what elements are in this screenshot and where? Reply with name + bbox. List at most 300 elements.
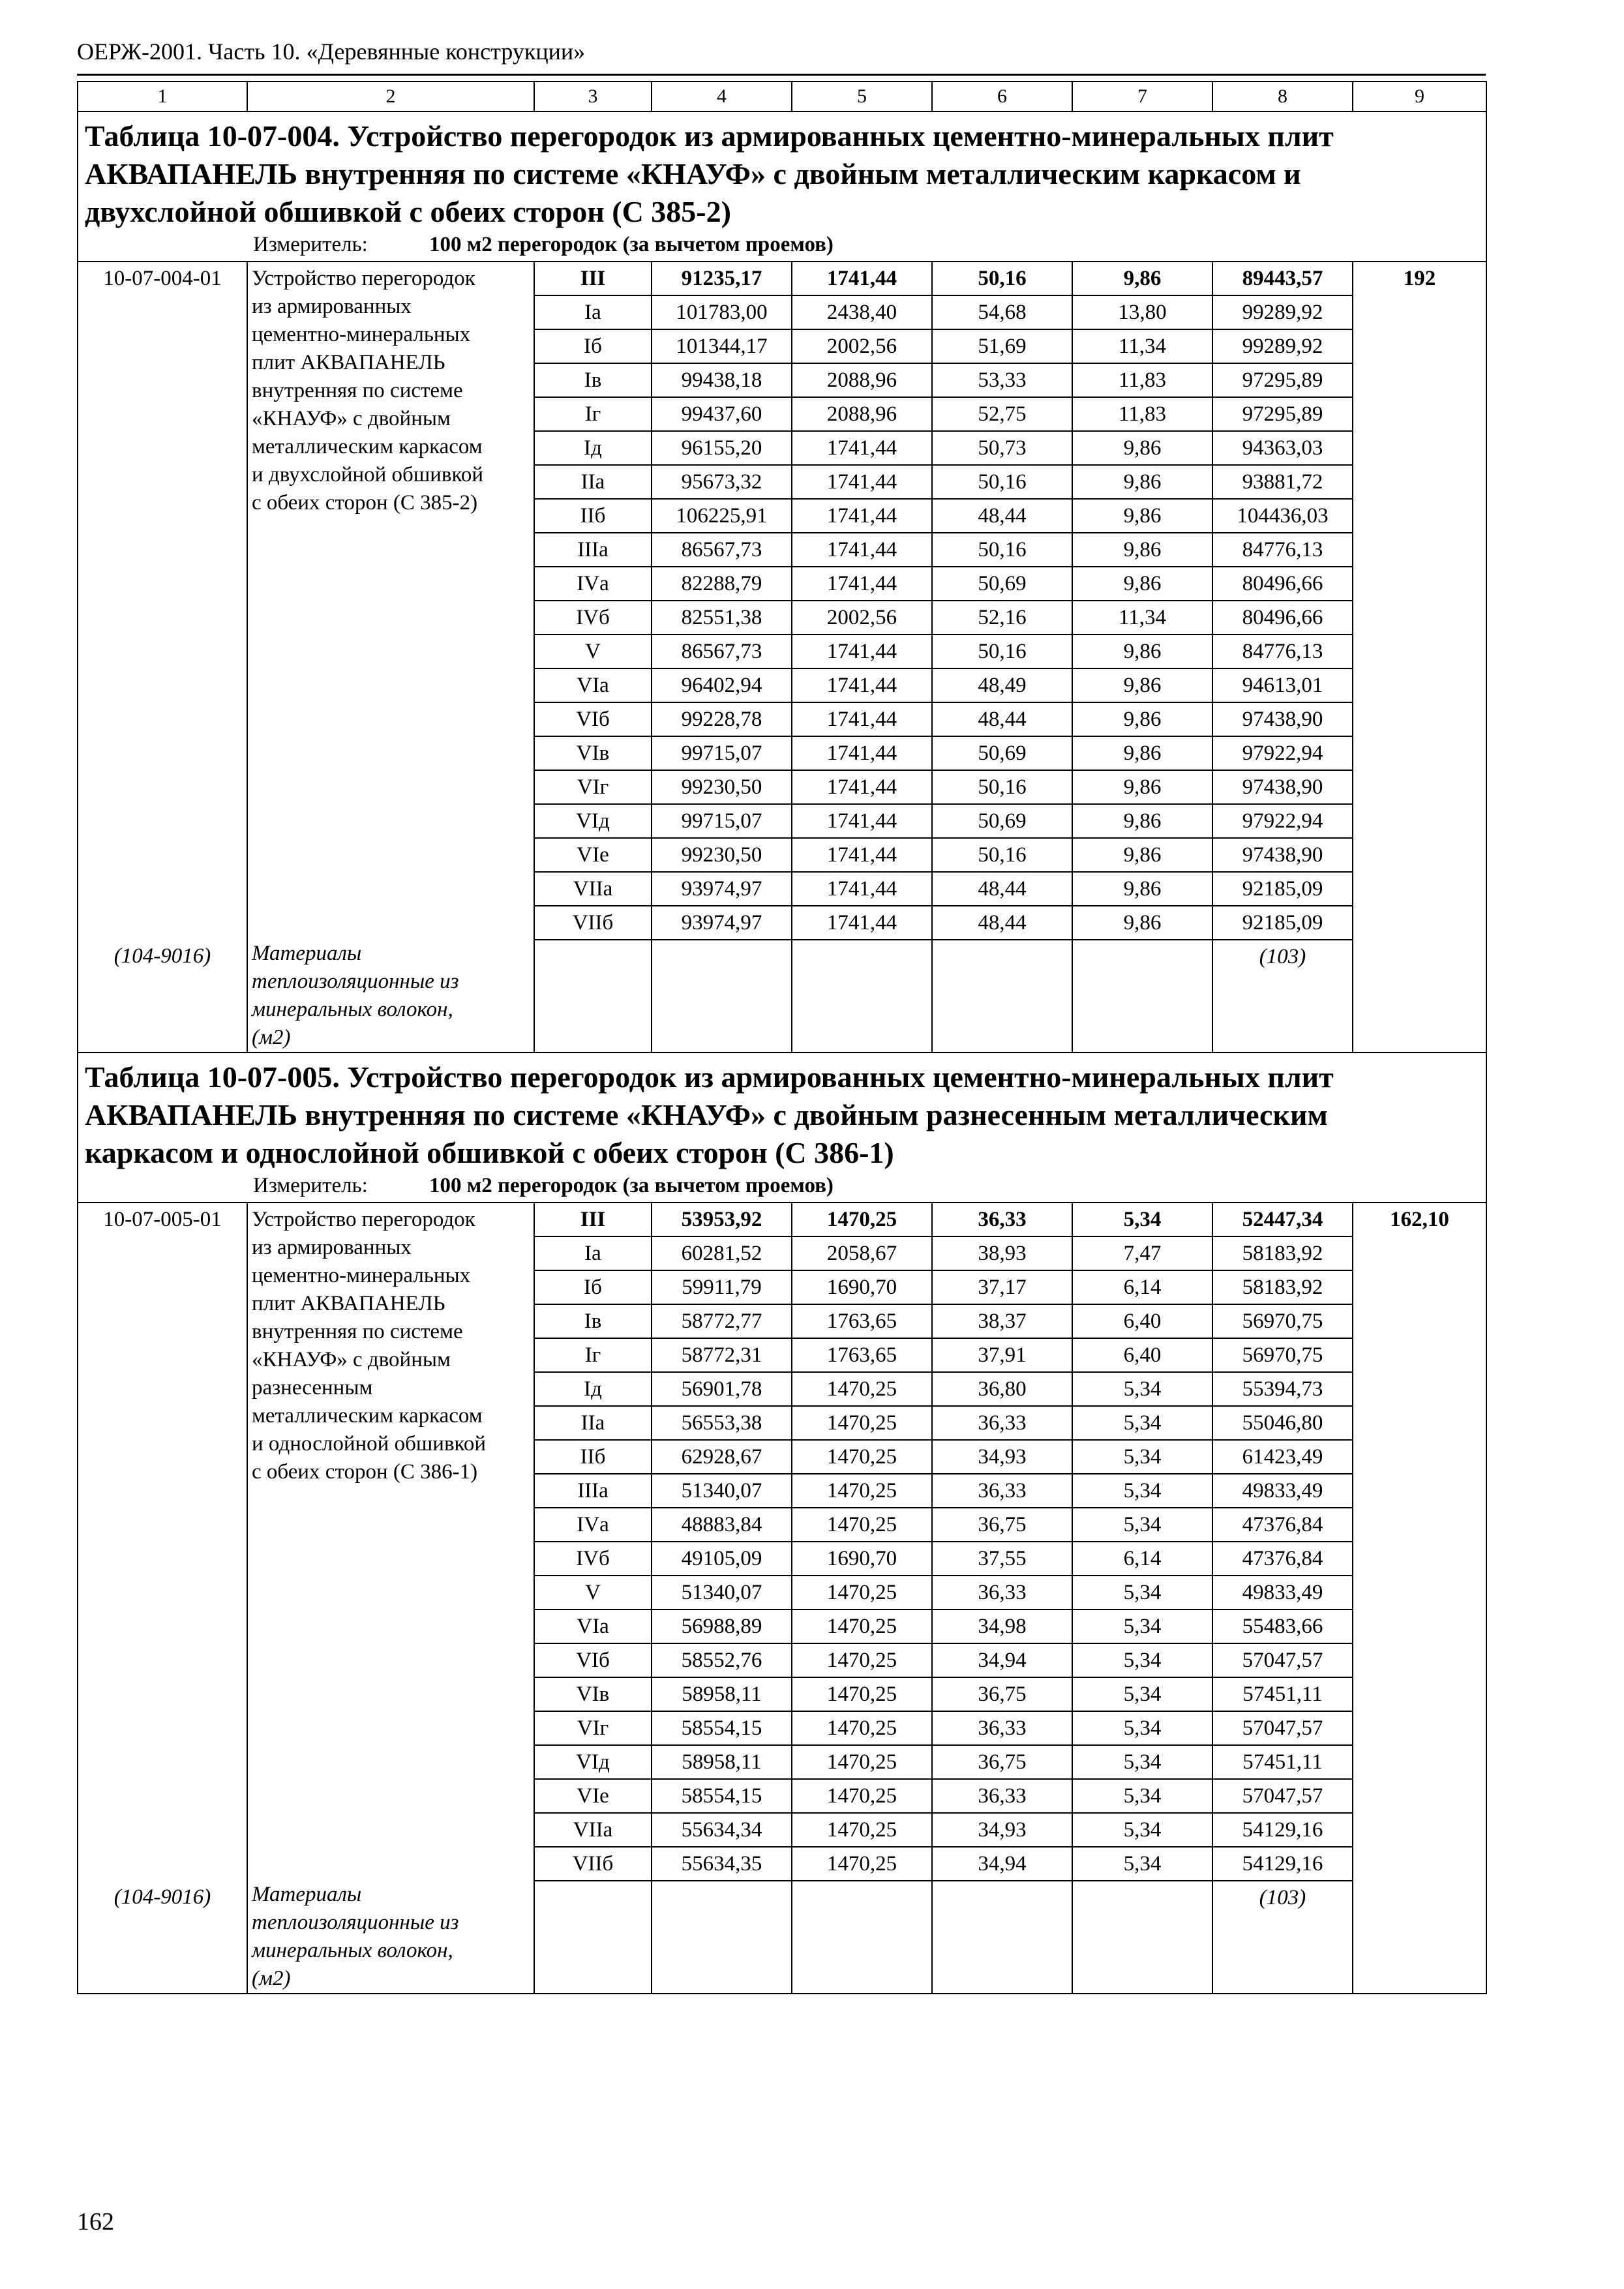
value-cell: 55046,80 [1212, 1406, 1353, 1440]
value-cell: 59911,79 [652, 1270, 792, 1304]
description-line: плит АКВАПАНЕЛЬ [252, 1292, 445, 1315]
empty-cell [932, 1881, 1072, 1994]
value-cell: 53,33 [932, 363, 1072, 397]
value-cell: 1741,44 [792, 872, 932, 906]
zone-cell: Iг [534, 1338, 652, 1372]
norms-table [77, 81, 1487, 1994]
table-title-line: Таблица 10-07-004. Устройство перегородок из армированных цементно-минеральных плит [85, 119, 1334, 153]
description-line: из армированных [252, 295, 412, 318]
material-line: минеральных волокон, [252, 1939, 453, 1962]
value-cell: 2088,96 [792, 363, 932, 397]
value-cell: 51340,07 [652, 1576, 792, 1609]
value-cell: 1470,25 [792, 1643, 932, 1677]
value-cell: 2002,56 [792, 601, 932, 635]
value-cell: 37,91 [932, 1338, 1072, 1372]
value-cell: 99289,92 [1212, 295, 1353, 329]
value-cell: 9,86 [1072, 736, 1212, 770]
value-cell: 58554,15 [652, 1779, 792, 1813]
zone-cell: IIа [534, 1406, 652, 1440]
value-cell: 84776,13 [1212, 533, 1353, 567]
zone-cell: IVа [534, 567, 652, 601]
value-cell: 97295,89 [1212, 397, 1353, 431]
zone-cell: VIд [534, 804, 652, 838]
material-row [78, 940, 1486, 1053]
value-cell: 99230,50 [652, 838, 792, 872]
material-code: (104-9016) [78, 1881, 247, 1994]
material-line: минеральных волокон, [252, 998, 453, 1021]
measure-label: Измеритель: [253, 1174, 368, 1197]
zone-cell: VIб [534, 1643, 652, 1677]
value-cell: 5,34 [1072, 1847, 1212, 1881]
empty-cell [1353, 1881, 1486, 1994]
value-cell: 1741,44 [792, 838, 932, 872]
value-cell: 48,49 [932, 668, 1072, 702]
empty-cell [792, 1881, 932, 1994]
value-cell: 1470,25 [792, 1372, 932, 1406]
value-cell: 48,44 [932, 906, 1072, 940]
table-row [78, 262, 1486, 295]
value-cell: 1763,65 [792, 1304, 932, 1338]
value-cell: 9,86 [1072, 872, 1212, 906]
value-cell: 2002,56 [792, 329, 932, 363]
value-cell: 5,34 [1072, 1440, 1212, 1474]
value-cell: 56553,38 [652, 1406, 792, 1440]
value-cell: 9,86 [1072, 838, 1212, 872]
value-cell: 1690,70 [792, 1542, 932, 1576]
table-title-line: АКВАПАНЕЛЬ внутренняя по системе «КНАУФ» с двойным металлическим каркасом и [85, 157, 1301, 190]
zone-cell: IVа [534, 1508, 652, 1542]
value-cell: 49105,09 [652, 1542, 792, 1576]
value-cell: 9,86 [1072, 465, 1212, 499]
value-cell: 36,33 [932, 1779, 1072, 1813]
value-cell: 52,16 [932, 601, 1072, 635]
zone-cell: IIб [534, 499, 652, 533]
rate-description [247, 262, 534, 940]
value-cell: 9,86 [1072, 668, 1212, 702]
value-cell: 9,86 [1072, 567, 1212, 601]
description-line: из армированных [252, 1236, 412, 1259]
value-cell: 86567,73 [652, 533, 792, 567]
value-cell: 58958,11 [652, 1745, 792, 1779]
value-cell: 1470,25 [792, 1203, 932, 1236]
zone-cell: VIIб [534, 906, 652, 940]
value-cell: 97438,90 [1212, 838, 1353, 872]
value-cell: 9,86 [1072, 702, 1212, 736]
value-cell: 5,34 [1072, 1745, 1212, 1779]
description-line: внутренняя по системе [252, 379, 463, 402]
value-cell: 34,93 [932, 1440, 1072, 1474]
value-cell: 93974,97 [652, 872, 792, 906]
value-cell: 57047,57 [1212, 1779, 1353, 1813]
material-line: Материалы [252, 1883, 362, 1906]
value-cell: 50,16 [932, 635, 1072, 668]
empty-cell [1072, 940, 1212, 1053]
description-line: цементно-минеральных [252, 323, 471, 346]
measure-label: Измеритель: [253, 233, 368, 256]
value-cell: 9,86 [1072, 635, 1212, 668]
table-title-row [78, 112, 1486, 262]
zone-cell: VIIа [534, 1813, 652, 1847]
value-cell: 61423,49 [1212, 1440, 1353, 1474]
value-cell: 5,34 [1072, 1677, 1212, 1711]
zone-cell: VIе [534, 838, 652, 872]
header-rule [77, 74, 1486, 76]
value-cell: 6,40 [1072, 1338, 1212, 1372]
value-cell: 1741,44 [792, 770, 932, 804]
value-cell: 1470,25 [792, 1745, 932, 1779]
zone-cell: V [534, 635, 652, 668]
value-cell: 55483,66 [1212, 1609, 1353, 1643]
value-cell: 1470,25 [792, 1677, 932, 1711]
measure-line [85, 231, 1479, 258]
value-cell: 5,34 [1072, 1203, 1212, 1236]
value-cell: 52447,34 [1212, 1203, 1353, 1236]
zone-cell: Iб [534, 329, 652, 363]
zone-cell: VIIб [534, 1847, 652, 1881]
material-value: (103) [1212, 1881, 1353, 1994]
value-cell: 36,75 [932, 1745, 1072, 1779]
empty-cell [534, 940, 652, 1053]
value-cell: 37,17 [932, 1270, 1072, 1304]
value-cell: 6,14 [1072, 1270, 1212, 1304]
value-cell: 5,34 [1072, 1779, 1212, 1813]
value-cell: 54129,16 [1212, 1847, 1353, 1881]
empty-cell [652, 1881, 792, 1994]
value-cell: 9,86 [1072, 499, 1212, 533]
description-line: внутренняя по системе [252, 1320, 463, 1343]
value-cell: 36,33 [932, 1203, 1072, 1236]
value-cell: 60281,52 [652, 1236, 792, 1270]
zone-cell: Iв [534, 1304, 652, 1338]
value-cell: 48883,84 [652, 1508, 792, 1542]
value-cell: 5,34 [1072, 1474, 1212, 1508]
value-cell: 36,33 [932, 1711, 1072, 1745]
value-cell: 50,69 [932, 567, 1072, 601]
description-line: металлическим каркасом [252, 1404, 483, 1428]
table-body [78, 82, 1486, 1994]
value-cell: 54129,16 [1212, 1813, 1353, 1847]
value-cell: 99438,18 [652, 363, 792, 397]
column-number: 6 [932, 82, 1072, 112]
value-cell: 7,47 [1072, 1236, 1212, 1270]
description-line: с обеих сторон (С 386-1) [252, 1460, 478, 1484]
value-cell: 1741,44 [792, 906, 932, 940]
value-cell: 57047,57 [1212, 1711, 1353, 1745]
value-cell: 6,40 [1072, 1304, 1212, 1338]
value-cell: 5,34 [1072, 1643, 1212, 1677]
value-cell: 101783,00 [652, 295, 792, 329]
value-cell: 5,34 [1072, 1508, 1212, 1542]
value-cell: 36,33 [932, 1576, 1072, 1609]
column-number: 7 [1072, 82, 1212, 112]
value-cell: 56988,89 [652, 1609, 792, 1643]
value-cell: 1470,25 [792, 1440, 932, 1474]
value-cell: 58183,92 [1212, 1236, 1353, 1270]
value-cell: 49833,49 [1212, 1576, 1353, 1609]
value-cell: 11,83 [1072, 397, 1212, 431]
value-cell: 54,68 [932, 295, 1072, 329]
value-cell: 48,44 [932, 499, 1072, 533]
value-cell: 99230,50 [652, 770, 792, 804]
page-number: 162 [77, 2208, 114, 2236]
zone-cell: VIIа [534, 872, 652, 906]
value-cell: 2088,96 [792, 397, 932, 431]
value-cell: 99715,07 [652, 736, 792, 770]
table-row [78, 1203, 1486, 1236]
empty-cell [652, 940, 792, 1053]
value-cell: 34,93 [932, 1813, 1072, 1847]
material-line: (м2) [252, 1967, 291, 1990]
value-cell: 1470,25 [792, 1847, 932, 1881]
value-cell: 89443,57 [1212, 262, 1353, 295]
value-cell: 38,37 [932, 1304, 1072, 1338]
value-cell: 34,94 [932, 1643, 1072, 1677]
value-cell: 104436,03 [1212, 499, 1353, 533]
zone-cell: Iа [534, 295, 652, 329]
value-cell: 48,44 [932, 872, 1072, 906]
value-cell: 62928,67 [652, 1440, 792, 1474]
table-title-line: двухслойной обшивкой с обеих сторон (С 385-2) [85, 195, 731, 228]
value-cell: 38,93 [932, 1236, 1072, 1270]
description-line: с обеих сторон (С 385-2) [252, 491, 478, 515]
value-cell: 92185,09 [1212, 872, 1353, 906]
value-cell: 5,34 [1072, 1711, 1212, 1745]
material-value: (103) [1212, 940, 1353, 1053]
zone-cell: III [534, 262, 652, 295]
value-cell: 13,80 [1072, 295, 1212, 329]
value-cell: 11,34 [1072, 329, 1212, 363]
value-cell: 97438,90 [1212, 770, 1353, 804]
value-cell: 97922,94 [1212, 804, 1353, 838]
description-line: и двухслойной обшивкой [252, 463, 484, 486]
value-cell: 58772,31 [652, 1338, 792, 1372]
zone-cell: III [534, 1203, 652, 1236]
table-title-row [78, 1053, 1486, 1203]
value-cell: 9,86 [1072, 262, 1212, 295]
empty-cell [1353, 940, 1486, 1053]
value-cell: 5,34 [1072, 1576, 1212, 1609]
value-cell: 50,16 [932, 262, 1072, 295]
zone-cell: IIIа [534, 1474, 652, 1508]
zone-cell: VIг [534, 1711, 652, 1745]
table-title-line: каркасом и однослойной обшивкой с обеих сторон (С 386-1) [85, 1136, 894, 1169]
value-cell: 55634,34 [652, 1813, 792, 1847]
zone-cell: VIв [534, 1677, 652, 1711]
value-cell: 1763,65 [792, 1338, 932, 1372]
column-number: 5 [792, 82, 932, 112]
value-cell: 47376,84 [1212, 1542, 1353, 1576]
value-cell: 5,34 [1072, 1406, 1212, 1440]
value-cell: 58183,92 [1212, 1270, 1353, 1304]
zone-cell: Iг [534, 397, 652, 431]
description-line: «КНАУФ» с двойным [252, 1348, 451, 1371]
zone-cell: IIIа [534, 533, 652, 567]
value-cell: 1470,25 [792, 1576, 932, 1609]
value-cell: 48,44 [932, 702, 1072, 736]
value-cell: 58772,77 [652, 1304, 792, 1338]
material-line: теплоизоляционные из [252, 970, 459, 993]
value-cell: 1741,44 [792, 736, 932, 770]
value-cell: 36,80 [932, 1372, 1072, 1406]
column-number: 8 [1212, 82, 1353, 112]
description-line: металлическим каркасом [252, 435, 483, 458]
col9-value: 192 [1353, 262, 1486, 940]
value-cell: 57451,11 [1212, 1745, 1353, 1779]
zone-cell: Iд [534, 1372, 652, 1406]
material-line: теплоизоляционные из [252, 1911, 459, 1934]
value-cell: 1470,25 [792, 1406, 932, 1440]
value-cell: 11,34 [1072, 601, 1212, 635]
value-cell: 99715,07 [652, 804, 792, 838]
column-number: 4 [652, 82, 792, 112]
value-cell: 56970,75 [1212, 1304, 1353, 1338]
value-cell: 1470,25 [792, 1474, 932, 1508]
value-cell: 80496,66 [1212, 567, 1353, 601]
zone-cell: VIа [534, 1609, 652, 1643]
value-cell: 34,94 [932, 1847, 1072, 1881]
value-cell: 56901,78 [652, 1372, 792, 1406]
value-cell: 58554,15 [652, 1711, 792, 1745]
value-cell: 1470,25 [792, 1508, 932, 1542]
value-cell: 1741,44 [792, 431, 932, 465]
value-cell: 97922,94 [1212, 736, 1353, 770]
value-cell: 1741,44 [792, 567, 932, 601]
value-cell: 11,83 [1072, 363, 1212, 397]
value-cell: 47376,84 [1212, 1508, 1353, 1542]
value-cell: 50,16 [932, 533, 1072, 567]
value-cell: 1741,44 [792, 804, 932, 838]
material-name [247, 940, 534, 1053]
table-title [78, 1053, 1486, 1203]
value-cell: 1741,44 [792, 533, 932, 567]
value-cell: 34,98 [932, 1609, 1072, 1643]
value-cell: 50,16 [932, 465, 1072, 499]
value-cell: 101344,17 [652, 329, 792, 363]
value-cell: 5,34 [1072, 1609, 1212, 1643]
value-cell: 1690,70 [792, 1270, 932, 1304]
zone-cell: VIд [534, 1745, 652, 1779]
value-cell: 96402,94 [652, 668, 792, 702]
empty-cell [792, 940, 932, 1053]
zone-cell: Iб [534, 1270, 652, 1304]
zone-cell: IIб [534, 1440, 652, 1474]
table-title-line: Таблица 10-07-005. Устройство перегородок из армированных цементно-минеральных плит [85, 1060, 1334, 1094]
value-cell: 91235,17 [652, 262, 792, 295]
value-cell: 99289,92 [1212, 329, 1353, 363]
value-cell: 9,86 [1072, 770, 1212, 804]
value-cell: 5,34 [1072, 1372, 1212, 1406]
value-cell: 1470,25 [792, 1779, 932, 1813]
value-cell: 97295,89 [1212, 363, 1353, 397]
value-cell: 50,16 [932, 770, 1072, 804]
value-cell: 93881,72 [1212, 465, 1353, 499]
zone-cell: IVб [534, 1542, 652, 1576]
description-line: разнесенным [252, 1376, 373, 1399]
value-cell: 50,69 [932, 736, 1072, 770]
zone-cell: V [534, 1576, 652, 1609]
measure-value: 100 м2 перегородок (за вычетом проемов) [429, 233, 834, 256]
description-line: Устройство перегородок [252, 1208, 475, 1231]
zone-cell: VIа [534, 668, 652, 702]
column-number: 1 [78, 82, 247, 112]
table-title-line: АКВАПАНЕЛЬ внутренняя по системе «КНАУФ» с двойным разнесенным металлическим [85, 1098, 1328, 1131]
value-cell: 36,33 [932, 1474, 1072, 1508]
material-row [78, 1881, 1486, 1994]
zone-cell: Iв [534, 363, 652, 397]
zone-cell: Iд [534, 431, 652, 465]
value-cell: 2438,40 [792, 295, 932, 329]
description-line: «КНАУФ» с двойным [252, 407, 451, 430]
material-line: Материалы [252, 942, 362, 965]
value-cell: 1741,44 [792, 499, 932, 533]
value-cell: 57451,11 [1212, 1677, 1353, 1711]
value-cell: 50,16 [932, 838, 1072, 872]
value-cell: 94613,01 [1212, 668, 1353, 702]
measure-line [85, 1172, 1479, 1199]
value-cell: 50,73 [932, 431, 1072, 465]
zone-cell: VIб [534, 702, 652, 736]
zone-cell: Iа [534, 1236, 652, 1270]
value-cell: 1741,44 [792, 262, 932, 295]
value-cell: 52,75 [932, 397, 1072, 431]
value-cell: 99437,60 [652, 397, 792, 431]
value-cell: 92185,09 [1212, 906, 1353, 940]
material-name [247, 1881, 534, 1994]
value-cell: 57047,57 [1212, 1643, 1353, 1677]
value-cell: 93974,97 [652, 906, 792, 940]
description-line: Устройство перегородок [252, 267, 475, 290]
column-number: 9 [1353, 82, 1486, 112]
description-line: цементно-минеральных [252, 1264, 471, 1287]
value-cell: 9,86 [1072, 804, 1212, 838]
zone-cell: VIе [534, 1779, 652, 1813]
empty-cell [932, 940, 1072, 1053]
value-cell: 36,75 [932, 1677, 1072, 1711]
value-cell: 53953,92 [652, 1203, 792, 1236]
page-header: ОЕРЖ-2001. Часть 10. «Деревянные конструкции» [77, 38, 586, 65]
material-code: (104-9016) [78, 940, 247, 1053]
value-cell: 51,69 [932, 329, 1072, 363]
rate-code: 10-07-005-01 [78, 1203, 247, 1881]
description-line: и однослойной обшивкой [252, 1432, 487, 1456]
value-cell: 36,33 [932, 1406, 1072, 1440]
value-cell: 1470,25 [792, 1813, 932, 1847]
value-cell: 58552,76 [652, 1643, 792, 1677]
value-cell: 82288,79 [652, 567, 792, 601]
value-cell: 6,14 [1072, 1542, 1212, 1576]
value-cell: 1741,44 [792, 465, 932, 499]
rate-description [247, 1203, 534, 1881]
value-cell: 1470,25 [792, 1711, 932, 1745]
value-cell: 80496,66 [1212, 601, 1353, 635]
value-cell: 9,86 [1072, 431, 1212, 465]
value-cell: 99228,78 [652, 702, 792, 736]
column-number-row [78, 82, 1486, 112]
value-cell: 5,34 [1072, 1813, 1212, 1847]
zone-cell: VIв [534, 736, 652, 770]
empty-cell [534, 1881, 652, 1994]
value-cell: 37,55 [932, 1542, 1072, 1576]
value-cell: 96155,20 [652, 431, 792, 465]
zone-cell: VIг [534, 770, 652, 804]
value-cell: 1741,44 [792, 702, 932, 736]
value-cell: 1741,44 [792, 635, 932, 668]
material-line: (м2) [252, 1026, 291, 1049]
value-cell: 1470,25 [792, 1609, 932, 1643]
column-number: 3 [534, 82, 652, 112]
empty-cell [1072, 1881, 1212, 1994]
value-cell: 94363,03 [1212, 431, 1353, 465]
